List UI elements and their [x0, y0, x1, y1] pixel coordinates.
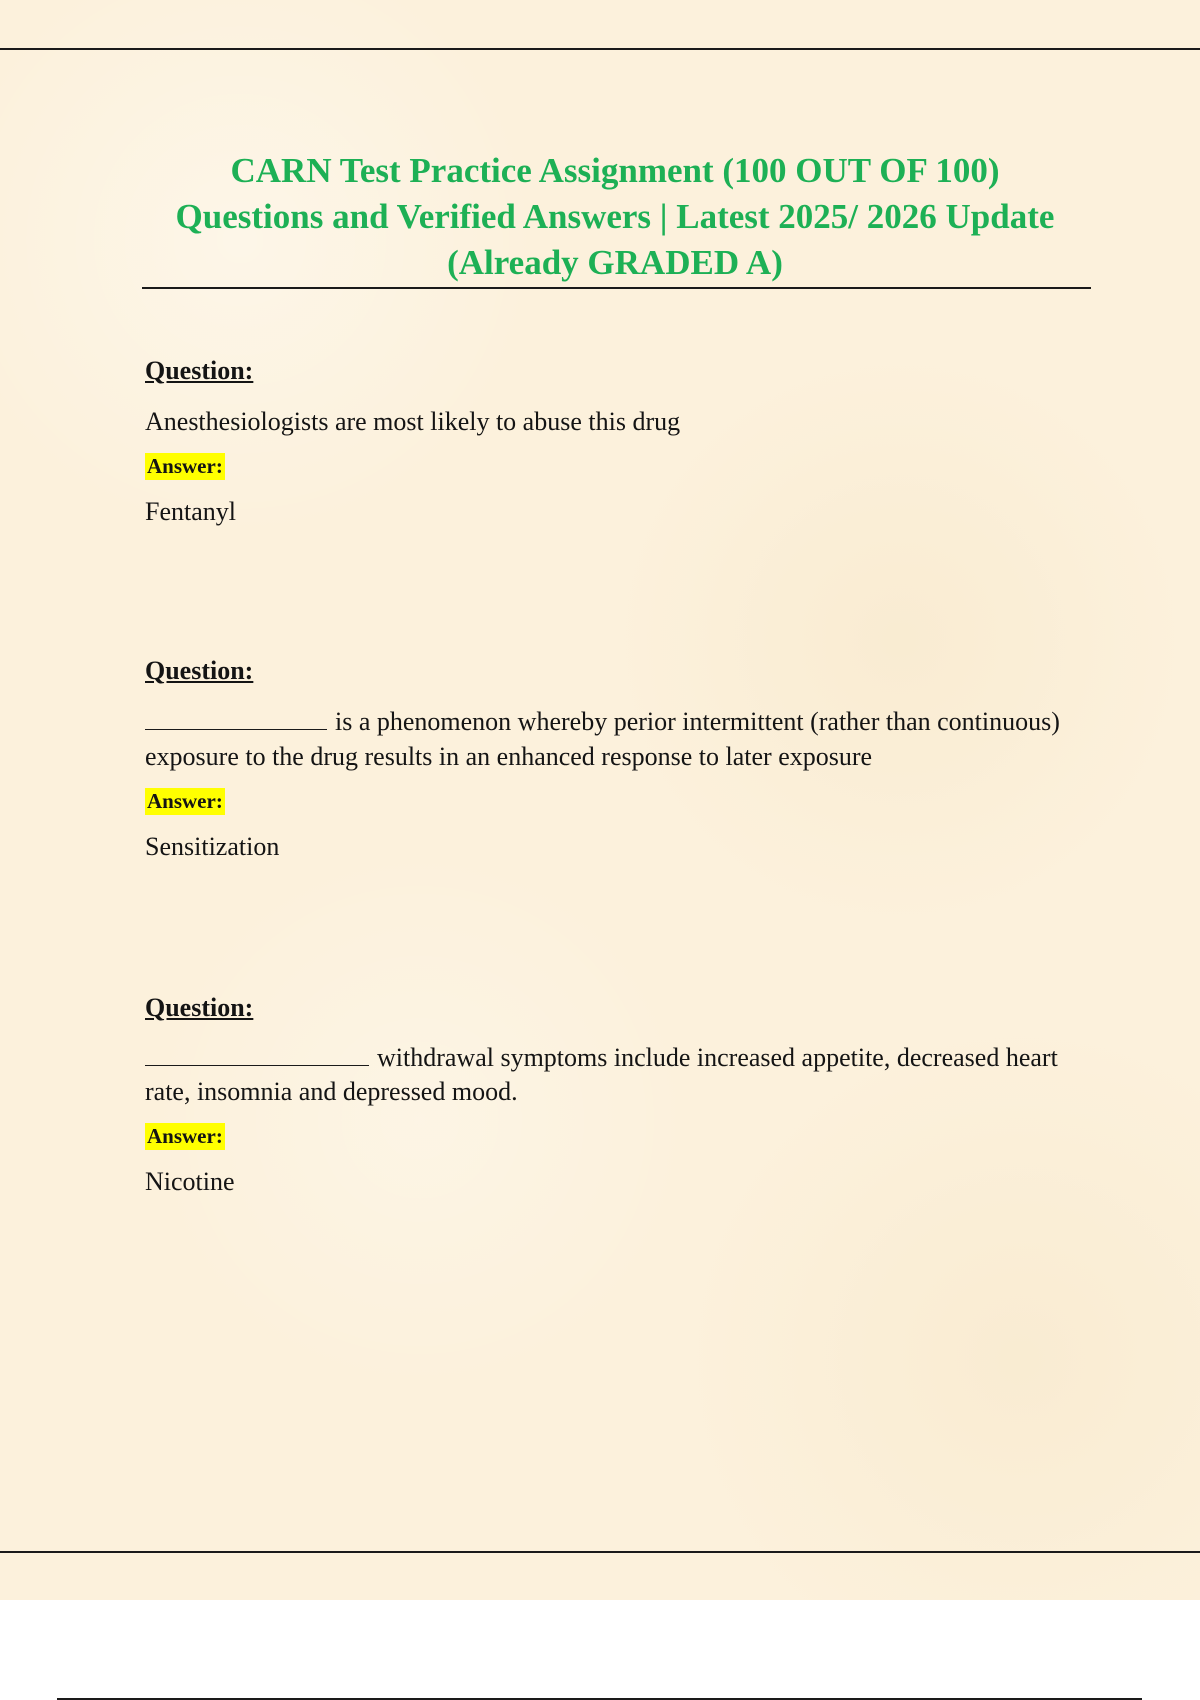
fill-in-blank: [145, 707, 327, 730]
answer-text: Nicotine: [145, 1167, 235, 1196]
answer-text: Fentanyl: [145, 497, 236, 526]
bottom-rule: [0, 1551, 1200, 1553]
question-body: withdrawal symptoms include increased appetite, decreased heart rate, insomnia and depressed mood.: [145, 1043, 1058, 1106]
title-line-3: (Already GRADED A): [447, 243, 783, 282]
question-text: [145, 404, 1085, 439]
document-title: [140, 148, 1090, 286]
question-label: Question:: [145, 993, 254, 1022]
qa-block-3: [145, 993, 1085, 1197]
answer-text: Sensitization: [145, 832, 280, 861]
title-line-2: Questions and Verified Answers | Latest 2025/ 2026 Update: [175, 197, 1055, 236]
title-rule: [142, 287, 1091, 289]
answer-label: Answer:: [147, 454, 223, 478]
top-rule: [0, 48, 1200, 50]
title-line-1: CARN Test Practice Assignment (100 OUT OF 100): [230, 151, 1000, 190]
qa-block-1: [145, 356, 1085, 527]
qa-block-2: [145, 656, 1085, 862]
question-body: is a phenomenon whereby perior intermittent (rather than continuous) exposure to the drug results in an enhanced response to later exposure: [145, 707, 1060, 771]
answer-label: Answer:: [147, 1124, 223, 1148]
question-label: Question:: [145, 656, 254, 685]
fill-in-blank: [145, 1043, 369, 1066]
question-label: Question:: [145, 356, 254, 385]
question-text: [145, 1041, 1085, 1109]
question-body: Anesthesiologists are most likely to abuse this drug: [145, 407, 681, 436]
answer-label: Answer:: [147, 789, 223, 813]
question-text: [145, 704, 1085, 774]
